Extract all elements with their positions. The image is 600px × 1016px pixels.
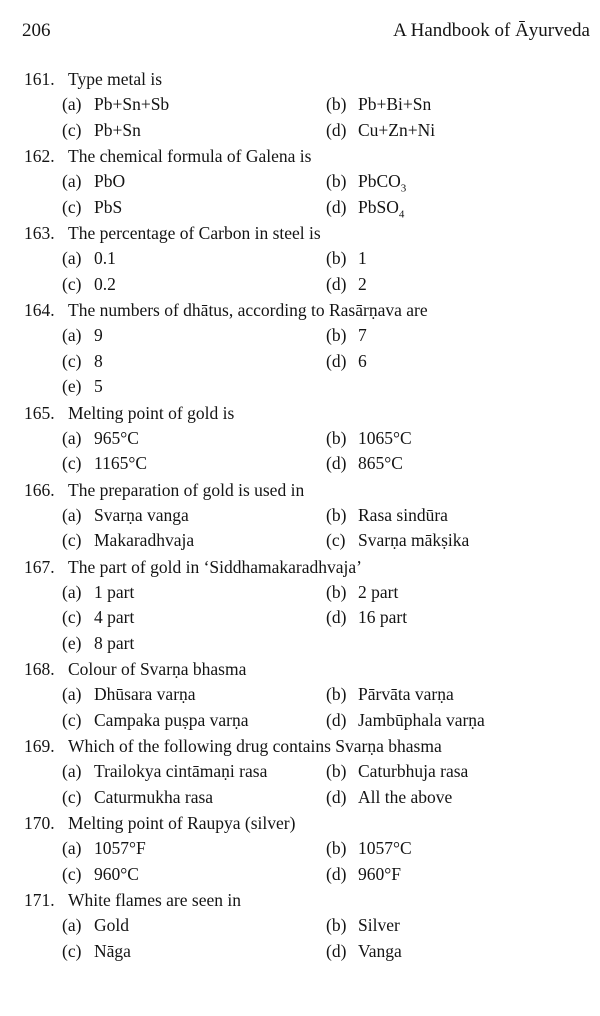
option-label: (a) [62,581,82,602]
option-text: 865°C [358,453,403,473]
option-text: Pb+Sn [94,119,141,140]
answer-option [62,118,141,144]
question-text: Colour of Svarṇa bhasma [68,659,247,679]
option-label: (a) [62,94,82,114]
option-label: (b) [326,504,347,525]
question-number: 163. [24,223,55,243]
question-text: Which of the following drug contains Svarṇa bhasma [68,736,442,756]
option-text: 960°F [358,863,401,884]
option-row [24,631,594,657]
option-text: Cu+Zn+Ni [358,119,436,140]
option-text: Campaka puṣpa varṇa [94,709,249,730]
option-text: Makaradhvaja [94,530,195,550]
option-text: Rasa sindūra [358,504,448,525]
answer-option [62,323,103,349]
option-label: (d) [326,709,347,730]
option-row [24,323,594,349]
option-text: 2 [358,273,367,294]
answer-option [62,503,189,529]
option-row [24,836,594,862]
option-label: (a) [62,504,82,525]
question-stem [24,477,594,503]
option-text: Dhūsara varṇa [94,684,196,704]
option-text: Svarṇa vanga [94,504,189,525]
option-text: 1 [358,248,367,268]
formula-subscript: 4 [398,208,405,220]
option-text: 4 part [94,607,135,627]
option-label: (c) [62,940,82,961]
option-label: (d) [326,119,347,140]
option-row [24,92,594,118]
answer-option [62,528,194,554]
option-label: (c) [62,786,82,807]
option-label: (c) [62,863,82,884]
answer-option [326,92,431,118]
answer-option [326,323,367,349]
answer-option [62,426,139,452]
question-item [24,733,594,810]
option-row [24,451,594,477]
option-label: (c) [62,709,82,730]
question-item [24,477,594,554]
option-text: 9 [94,325,103,345]
option-row [24,195,594,221]
option-label: (b) [326,427,347,448]
question-number: 161. [24,69,55,89]
answer-option [326,862,401,888]
question-number: 162. [24,146,55,166]
answer-option [62,92,169,118]
option-text: Gold [94,915,129,935]
option-label: (c) [62,350,82,371]
option-text: 2 part [358,581,399,602]
answer-option [62,759,267,785]
question-item [24,143,594,220]
answer-option [62,708,249,734]
answer-option [62,862,139,888]
answer-option [326,708,485,734]
formula-subscript: 3 [400,182,407,195]
answer-option [326,528,469,554]
answer-option [326,682,454,708]
answer-option [62,682,196,708]
option-row [24,246,594,272]
answer-option [326,836,412,862]
option-text: 5 [94,376,103,396]
option-label: (b) [326,838,347,858]
answer-option [326,272,367,298]
question-text: Melting point of Raupya (silver) [68,813,296,833]
answer-option [62,785,213,811]
answer-option [326,195,404,228]
option-text: 6 [358,350,367,371]
option-label: (a) [62,915,82,935]
option-text: Pb+Sn+Sb [94,94,170,114]
answer-option [62,913,129,939]
option-text: Caturmukha rasa [94,786,214,807]
question-text: The chemical formula of Galena is [68,146,312,166]
option-text: PbSO [358,196,399,217]
answer-option [62,605,134,631]
option-row [24,169,594,195]
question-item [24,554,594,657]
answer-option [62,246,116,272]
question-item [24,297,594,400]
question-text: The numbers of dhātus, according to Rasārṇava are [68,300,428,320]
option-text: 0.1 [94,248,116,268]
option-row [24,118,594,144]
option-text: Trailokya cintāmaṇi rasa [94,761,268,781]
option-label: (a) [62,838,82,858]
question-item [24,887,594,964]
question-stem [24,143,594,169]
option-text: 1 part [94,581,135,602]
option-label: (d) [326,607,347,627]
option-label: (b) [326,171,347,191]
option-row [24,939,594,965]
answer-option [62,451,147,477]
option-label: (b) [326,248,347,268]
question-item [24,656,594,733]
question-stem [24,66,594,92]
question-number: 170. [24,813,55,833]
option-row [24,503,594,529]
answer-option [326,605,407,631]
question-number: 171. [24,890,55,910]
option-row [24,580,594,606]
question-number: 164. [24,300,55,320]
question-item [24,400,594,477]
option-label: (e) [62,632,82,653]
question-stem [24,810,594,836]
answer-option [62,631,134,657]
option-text: PbCO [358,171,401,191]
option-label: (d) [326,786,347,807]
question-number: 166. [24,479,55,500]
option-text: 0.2 [94,273,116,294]
option-text: 8 [94,350,103,371]
answer-option [326,451,403,477]
option-text: Nāga [94,940,131,961]
option-label: (b) [326,581,347,602]
option-text: Vanga [358,940,402,961]
option-text: 1065°C [358,427,412,448]
option-label: (d) [326,453,347,473]
option-label: (d) [326,196,347,217]
option-row [24,862,594,888]
answer-option [326,785,452,811]
option-label: (c) [62,196,82,217]
option-label: (b) [326,325,347,345]
option-label: (a) [62,171,82,191]
option-row [24,605,594,631]
option-row [24,708,594,734]
option-label: (b) [326,761,347,781]
question-item [24,810,594,887]
answer-option [62,195,122,221]
page-header [22,20,590,46]
option-label: (c) [62,607,82,627]
option-label: (b) [326,94,347,114]
answer-option [62,580,134,606]
question-text: Melting point of gold is [68,402,235,423]
option-text: Pārvāta varṇa [358,684,454,704]
question-text: The preparation of gold is used in [68,479,305,500]
answer-option [326,246,367,272]
option-label: (c) [326,530,346,550]
option-row [24,682,594,708]
answer-option [326,503,448,529]
option-label: (c) [62,530,82,550]
answer-option [62,374,103,400]
option-text: Jambūphala varṇa [358,709,485,730]
option-row [24,349,594,375]
option-label: (e) [62,376,82,396]
option-text: 960°C [94,863,139,884]
option-row [24,785,594,811]
option-text: Pb+Bi+Sn [358,94,432,114]
question-number: 167. [24,556,55,577]
option-label: (a) [62,684,82,704]
option-text: 965°C [94,427,139,448]
option-label: (d) [326,350,347,371]
option-text: PbS [94,196,123,217]
question-text: White flames are seen in [68,890,241,910]
option-row [24,759,594,785]
option-label: (a) [62,325,82,345]
question-stem [24,220,594,246]
option-text: 8 part [94,632,135,653]
option-label: (c) [62,273,82,294]
option-row [24,913,594,939]
option-text: Silver [358,915,400,935]
question-item [24,66,594,143]
answer-option [326,939,402,965]
question-number: 165. [24,402,55,423]
option-text: 1057°F [94,838,146,858]
option-label: (b) [326,684,347,704]
question-number: 168. [24,659,55,679]
option-text: 16 part [358,607,408,627]
question-text: The percentage of Carbon in steel is [68,223,321,243]
option-text: 1165°C [94,453,148,473]
question-stem [24,733,594,759]
option-text: 7 [358,325,367,345]
page-number: 206 [22,20,51,41]
question-stem [24,297,594,323]
answer-option [62,349,103,375]
question-stem [24,400,594,426]
question-item [24,220,594,297]
option-label: (b) [326,915,347,935]
option-text: 1057°C [358,838,412,858]
option-label: (c) [62,453,82,473]
option-row [24,528,594,554]
option-label: (c) [62,119,82,140]
answer-option [62,169,125,195]
running-title: A Handbook of Āyurveda [393,20,590,41]
question-text: Type metal is [68,69,163,89]
question-stem [24,887,594,913]
option-label: (a) [62,427,82,448]
answer-option [326,759,468,785]
question-stem [24,554,594,580]
option-label: (d) [326,940,347,961]
option-text: Svarṇa mākṣika [358,530,470,550]
answer-option [326,349,367,375]
answer-option [62,272,116,298]
option-row [24,272,594,298]
question-list [24,66,594,964]
answer-option [326,118,435,144]
answer-option [326,913,400,939]
answer-option [326,426,412,452]
option-text: Caturbhuja rasa [358,761,469,781]
answer-option [62,836,146,862]
option-label: (a) [62,761,82,781]
option-text: All the above [358,786,453,807]
answer-option [326,580,398,606]
question-stem [24,656,594,682]
question-text: The part of gold in ‘Siddhamakaradhvaja’ [68,556,362,577]
option-label: (a) [62,248,82,268]
question-number: 169. [24,736,55,756]
option-text: PbO [94,171,126,191]
option-label: (d) [326,863,347,884]
option-row [24,426,594,452]
option-row [24,374,594,400]
answer-option [62,939,131,965]
option-label: (d) [326,273,347,294]
